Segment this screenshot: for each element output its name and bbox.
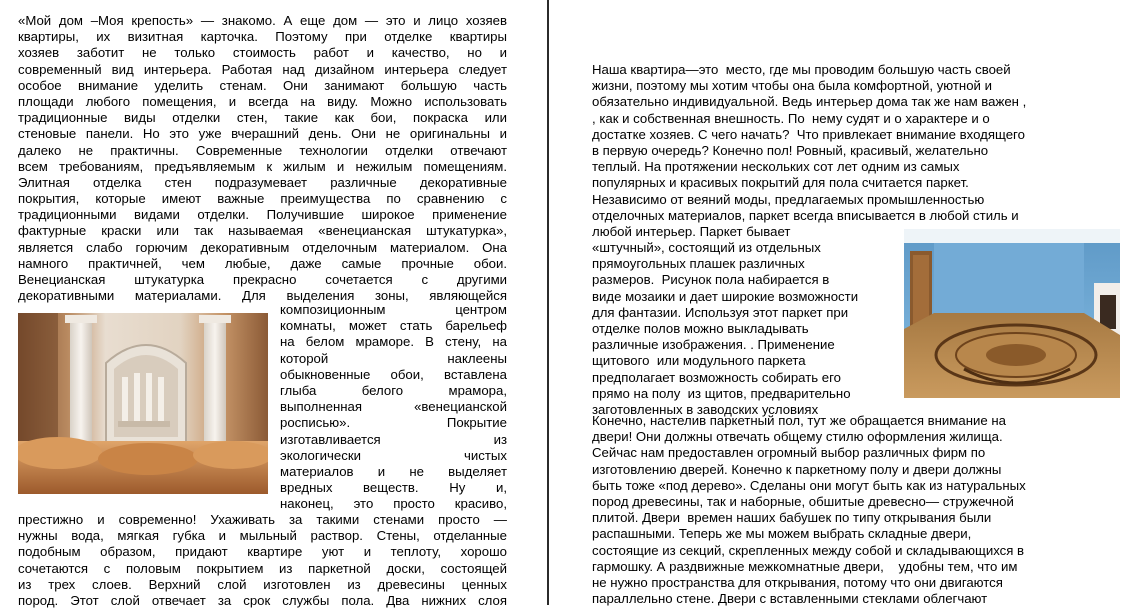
left-wrap-line: которой наклеены (280, 350, 507, 366)
left-wrap-line: наконец, это просто красиво, (280, 496, 507, 512)
left-top-line: квартиры, их визитная карточка. Поэтому при отделке квартиры (18, 29, 507, 45)
left-top-line: Элитная отделка стен подразумевает различные декоративные (18, 174, 507, 190)
left-top-line: современный вид интерьера. Работая над дизайном интерьера следует (18, 61, 507, 77)
right-narrow-line: заготовленных в заводских условиях (592, 401, 819, 417)
right-top-line: достатке хозяев. С чего начать? Что привлекает внимание входящего (592, 126, 1025, 142)
right-narrow-line: размеров. Рисунок пола набирается в (592, 272, 830, 288)
right-top-line: , как и собственная внешность. По нему судят и о характере и о (592, 110, 990, 126)
right-top-line: теплый. На протяжении нескольких сот лет одним из самых (592, 159, 960, 175)
left-top-line: всем требованиям, предъявляемым к жилым и нежилым помещениям. (18, 158, 507, 174)
left-top-line: традиционными видами отделки. Получившие широкое применение (18, 207, 507, 223)
right-top-line: Независимо от веяний моды, предлагаемых промышленностью (592, 191, 985, 207)
right-bottom-line: не нужно пространства для открывания, потому что они двигаются (592, 574, 1003, 590)
left-wrap-line: материалов и не выделяет (280, 463, 507, 479)
right-top-line: отделочных материалов, паркет всегда вписывается в любой стиль и (592, 207, 1019, 223)
right-narrow-line: предполагает возможность собирать его (592, 369, 841, 385)
left-bottom-line: сочетаются с половым покрытием из паркетной доски, состоящей (18, 560, 507, 576)
left-top-line: традиционные виды отделки стен, такие как бои, покраска или (18, 110, 507, 126)
left-wrap-line: вредных веществ. Ну и, (280, 480, 507, 496)
right-bottom-line: быть тоже «под дерево». Сделаны они могут быть как из натуральных (592, 477, 1026, 493)
right-bottom-line: состоящие из секций, скрепленных между собой и складывающихся в (592, 542, 1025, 558)
left-top-line: хозяев заботит не только стоимость работ и качество, но и (18, 45, 507, 61)
right-bottom-line: распашными. Теперь же мы можем выбрать складные двери, (592, 526, 972, 542)
right-text-narrow (592, 240, 902, 418)
left-wrap-line: композиционным центром (280, 302, 507, 317)
left-wrap-line: изготавливается из (280, 431, 507, 447)
left-top-line: Венецианская штукатурка прекрасно сочетается с другими (18, 272, 507, 287)
left-bottom-line: пород. Этот слой отвечает за срок службы пола. Два нижних слоя (18, 592, 507, 608)
left-bottom-line: престижно и современно! Ухаживать за такими стенами просто — (18, 512, 507, 527)
right-narrow-line: виде мозаики и дает широкие возможности (592, 288, 859, 304)
right-bottom-line: плитой. Двери времен наших бабушек по типу открывания были (592, 510, 992, 526)
left-wrap-line: экологически чистых (280, 447, 507, 463)
right-narrow-line: для фантазии. Используя этот паркет при (592, 304, 849, 320)
left-wrap-line: глыба белого мрамора, (280, 382, 507, 398)
left-bottom-line: из трех слоев. Верхний слой изготовлен из древесины ценных (18, 576, 507, 592)
left-top-line: площади любого помещения, и всегда на виду. Можно использовать (18, 93, 507, 109)
left-text-top (18, 13, 507, 304)
left-text-bottom (18, 512, 507, 609)
page-divider (547, 0, 549, 605)
left-wrap-line: комнаты, может стать барельеф (280, 318, 507, 334)
left-top-line: особое внимание уделить стенам. Они занимают большую часть (18, 77, 507, 93)
left-top-line: является слабо горючим декоративным отделочным материалом. Она (18, 239, 507, 255)
right-text-bottom (592, 413, 1080, 607)
left-wrap-line: обыкновенные обои, вставлена (280, 366, 507, 382)
right-bottom-line: Сейчас нам предоставлен огромный выбор различных фирм по (592, 445, 986, 461)
right-narrow-line: прямоугольных плашек различных (592, 256, 805, 272)
right-bottom-line: параллельно стене. Двери с вставленными стеклами облегчают (592, 591, 988, 607)
left-wrap-line: на белом мраморе. В стену, на (280, 334, 507, 350)
right-bottom-line: гармошку. А раздвижные межкомнатные двери, удобны тем, что им (592, 558, 1018, 574)
right-top-line: обязательно индивидуальной. Ведь интерьер дома так же нам важен , (592, 94, 1027, 110)
right-top-line: любой интерьер. Паркет бывает (592, 223, 791, 239)
right-top-line: популярных и красивых покрытий для пола считается паркет. (592, 175, 969, 191)
parquet-room-illustration (904, 229, 1120, 398)
right-narrow-line: отделке полов можно выкладывать (592, 320, 809, 336)
left-top-line: фактурные краски или так называемая «венецианская штукатурка», (18, 223, 507, 239)
right-top-line: Наша квартира—это место, где мы проводим большую часть своей (592, 62, 1011, 77)
left-text-wrap (280, 302, 507, 512)
left-wrap-line: росписью». Покрытие (280, 415, 507, 431)
relief-wall-image (18, 313, 268, 494)
left-top-line: стеновые панели. Но это уже вчерашний день. Они не оригинальны и (18, 126, 507, 142)
right-narrow-line: прямо на полу из щитов, предварительно (592, 385, 851, 401)
right-narrow-line: щитового или модульного паркета (592, 353, 806, 369)
left-bottom-line: подобным образом, придают квартире уют и теплоту, хорошо (18, 544, 507, 560)
left-top-line: намного практичней, чем любые, даже самые прочные обои. (18, 255, 507, 271)
left-top-line: «Мой дом –Моя крепость» — знакомо. А еще дом — это и лицо хозяев (18, 13, 507, 28)
left-wrap-line: выполненная «венецианской (280, 399, 507, 415)
left-top-line: покрытия, которые имеют важные преимущества по сравнению с (18, 191, 507, 207)
left-top-line: далеко не практичны. Современные технологии отделки отвечают (18, 142, 507, 158)
right-bottom-line: изготовлению дверей. Конечно к паркетному полу и двери должны (592, 461, 1002, 477)
right-top-line: жизни, поэтому мы хотим чтобы она была комфортной, уютной и (592, 78, 992, 94)
right-top-line: в первую очередь? Конечно пол! Ровный, красивый, желательно (592, 142, 989, 158)
right-bottom-line: двери! Они должны отвечать общему стилю оформления жилища. (592, 429, 1003, 445)
right-bottom-line: пород древесины, так и наборные, обшитые древесно— стружечной (592, 493, 1014, 509)
relief-wall-illustration (18, 313, 268, 494)
right-narrow-line: различные изображения. . Применение (592, 337, 835, 353)
right-text-top (592, 62, 1080, 240)
left-top-line: декоративными материалами. Для выделения зоны, являющейся (18, 288, 507, 304)
right-bottom-line: Конечно, настелив паркетный пол, тут же обращается внимание на (592, 413, 1006, 428)
parquet-room-image (904, 229, 1120, 398)
left-bottom-line: нужны вода, мягкая губка и мыльный раствор. Стены, отделанные (18, 528, 507, 544)
right-narrow-line: «штучный», состоящий из отдельных (592, 240, 821, 255)
